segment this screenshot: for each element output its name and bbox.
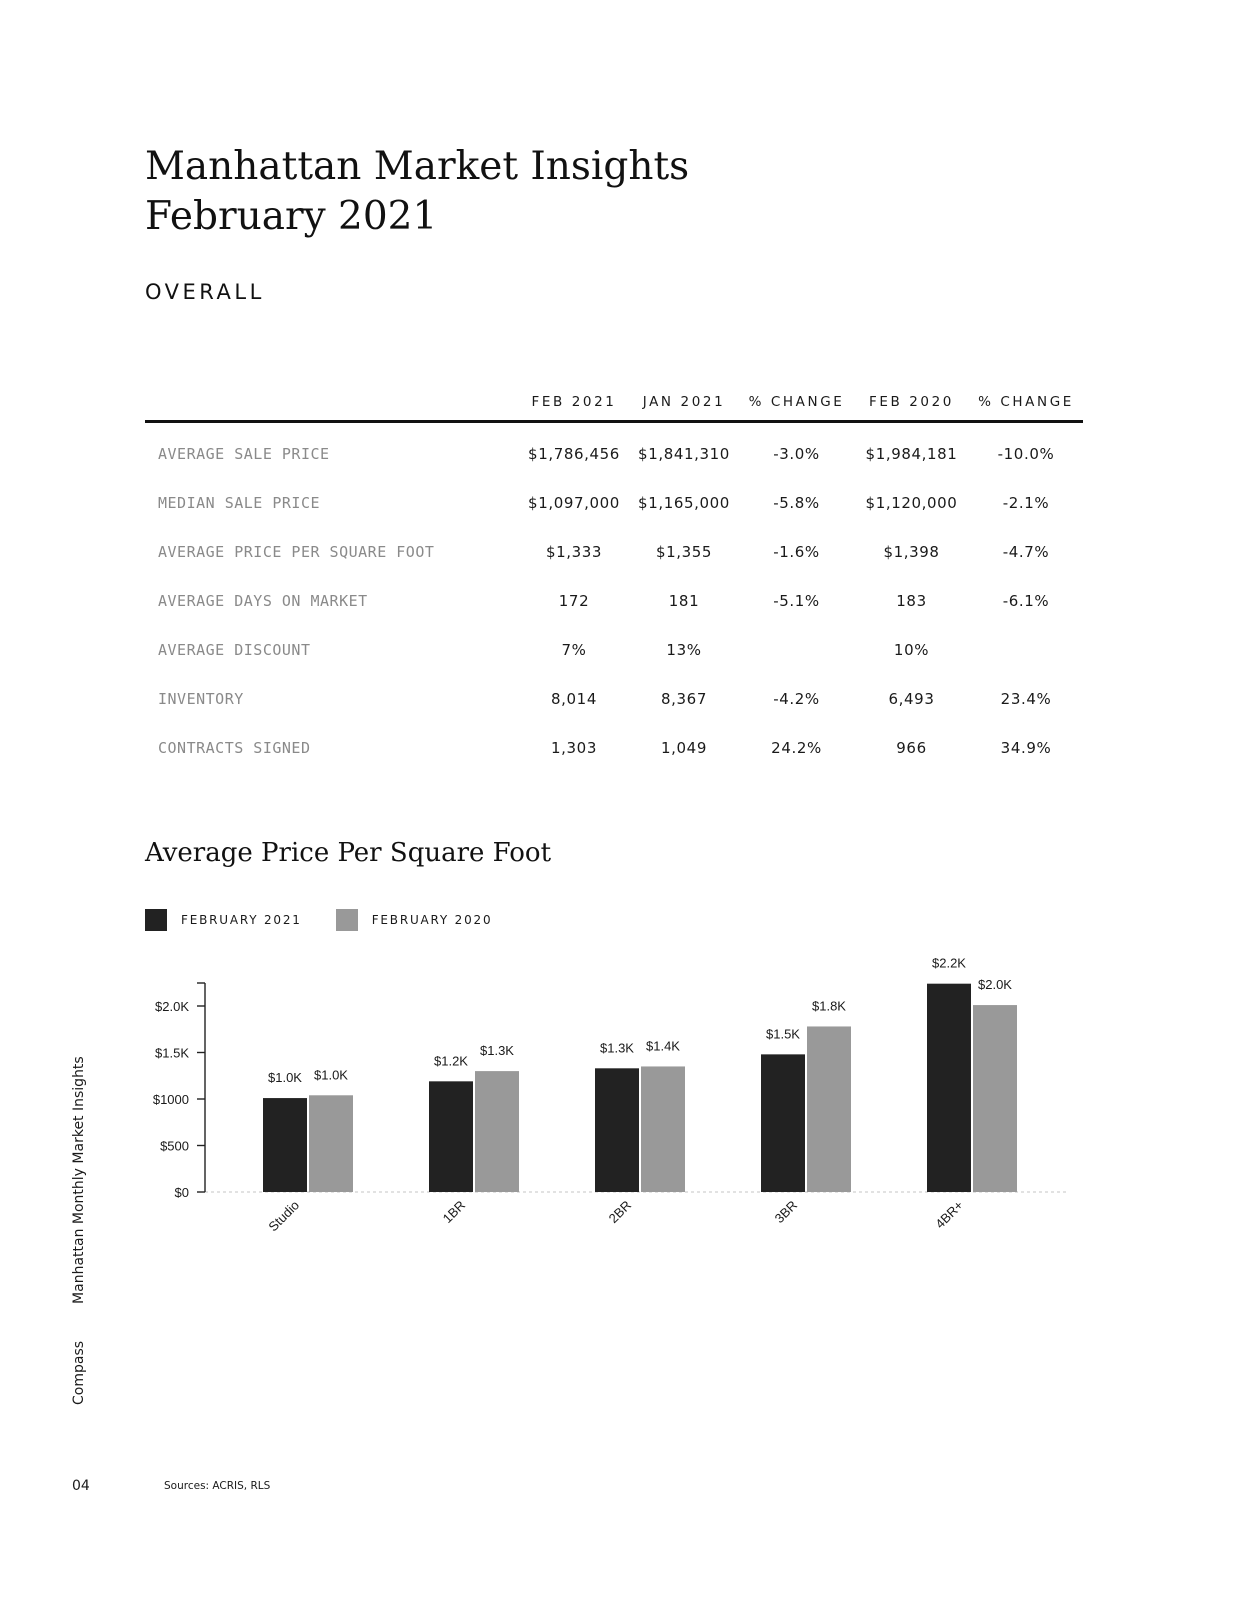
table-cell: $1,398 bbox=[883, 542, 940, 561]
x-tick-label: 2BR bbox=[605, 1197, 635, 1227]
row-label: AVERAGE DAYS ON MARKET bbox=[158, 591, 368, 610]
table-cell: $1,120,000 bbox=[865, 493, 958, 512]
y-tick-label: $0 bbox=[174, 1185, 189, 1200]
x-tick-label: 4BR+ bbox=[932, 1197, 967, 1232]
bar bbox=[263, 1098, 307, 1192]
page-title-line-1: Manhattan Market Insights bbox=[145, 144, 690, 189]
bar-value-label: $1.0K bbox=[314, 1067, 348, 1083]
bar-value-label: $1.3K bbox=[480, 1043, 514, 1059]
row-label: AVERAGE SALE PRICE bbox=[158, 444, 330, 463]
bar bbox=[641, 1066, 685, 1192]
table-cell: 181 bbox=[668, 591, 700, 610]
table-header-feb-2020: FEB 2020 bbox=[854, 384, 969, 422]
bar-value-label: $2.2K bbox=[932, 955, 966, 971]
table-cell: 6,493 bbox=[888, 689, 935, 708]
table-cell: $1,786,456 bbox=[528, 444, 620, 463]
bar-value-label: $1.5K bbox=[766, 1026, 800, 1042]
table-cell: 10% bbox=[893, 640, 930, 659]
table-cell: 23.4% bbox=[1000, 689, 1052, 708]
bar-value-label: $1.0K bbox=[268, 1070, 302, 1086]
bar bbox=[309, 1095, 353, 1192]
row-label: AVERAGE DISCOUNT bbox=[158, 640, 311, 659]
table-cell: -4.2% bbox=[773, 689, 820, 708]
table-cell: -5.1% bbox=[773, 591, 820, 610]
y-tick-label: $500 bbox=[160, 1138, 189, 1154]
x-tick-label: 3BR bbox=[771, 1197, 801, 1227]
row-label: INVENTORY bbox=[158, 689, 244, 708]
row-label: CONTRACTS SIGNED bbox=[158, 738, 311, 757]
publication-name: Manhattan Monthly Market Insights bbox=[71, 1056, 87, 1304]
bar-value-label: $1.8K bbox=[812, 998, 846, 1014]
row-label: AVERAGE PRICE PER SQUARE FOOT bbox=[158, 542, 435, 561]
row-label: MEDIAN SALE PRICE bbox=[158, 493, 321, 512]
legend-label-feb-2021: FEBRUARY 2021 bbox=[181, 913, 302, 927]
bar-value-label: $1.3K bbox=[600, 1040, 634, 1056]
table-cell: 183 bbox=[896, 591, 927, 610]
bar bbox=[475, 1071, 519, 1192]
table-cell: 1,303 bbox=[551, 738, 597, 757]
legend-label-feb-2020: FEBRUARY 2020 bbox=[371, 913, 493, 927]
table-header-feb-2021: FEB 2021 bbox=[519, 384, 629, 422]
table-cell: -4.7% bbox=[1002, 542, 1050, 561]
y-tick-label: $1000 bbox=[152, 1092, 189, 1107]
table-cell: 8,014 bbox=[551, 689, 597, 708]
table-cell: $1,097,000 bbox=[528, 493, 620, 512]
bar bbox=[927, 984, 971, 1192]
bar-value-label: $1.2K bbox=[434, 1053, 468, 1069]
section-heading: OVERALL bbox=[145, 280, 265, 304]
table-header-change-year: % CHANGE bbox=[969, 384, 1083, 422]
table-cell: $1,333 bbox=[545, 542, 603, 561]
vertical-footer-text bbox=[71, 1056, 87, 1405]
sources-note: Sources: ACRIS, RLS bbox=[164, 1480, 271, 1492]
x-tick-label: Studio bbox=[265, 1197, 303, 1235]
table-cell: -6.1% bbox=[1002, 591, 1050, 610]
table-cell: 7% bbox=[561, 640, 587, 659]
table-cell: $1,841,310 bbox=[638, 444, 730, 463]
y-tick-label: $2.0K bbox=[155, 999, 189, 1014]
table-cell: 966 bbox=[896, 738, 927, 757]
table-cell: -1.6% bbox=[773, 542, 820, 561]
publisher-name: Compass bbox=[71, 1340, 87, 1405]
table-header-jan-2021: JAN 2021 bbox=[629, 384, 739, 422]
table-cell: -5.8% bbox=[773, 493, 820, 512]
table-cell: -10.0% bbox=[997, 444, 1055, 463]
table-cell: 1,049 bbox=[661, 738, 707, 757]
bar bbox=[761, 1054, 805, 1192]
table-cell: $1,165,000 bbox=[638, 493, 730, 512]
bar bbox=[807, 1026, 851, 1192]
page-title-line-2: February 2021 bbox=[145, 194, 438, 239]
y-tick-label: $1.5K bbox=[155, 1045, 189, 1061]
table-cell: -2.1% bbox=[1002, 493, 1050, 512]
x-tick-label: 1BR bbox=[439, 1197, 469, 1227]
chart-title: Average Price Per Square Foot bbox=[145, 838, 552, 868]
table-cell: 13% bbox=[666, 640, 702, 659]
bar-value-label: $2.0K bbox=[978, 977, 1012, 993]
table-cell: 8,367 bbox=[661, 689, 707, 708]
table-cell: 24.2% bbox=[771, 738, 822, 757]
bar bbox=[595, 1068, 639, 1192]
table-cell: 34.9% bbox=[1000, 738, 1052, 757]
bar bbox=[973, 1005, 1017, 1192]
table-cell: $1,355 bbox=[655, 542, 713, 561]
table-cell: 172 bbox=[558, 591, 590, 610]
table-cell: $1,984,181 bbox=[865, 444, 958, 463]
vertical-footer bbox=[71, 1056, 91, 1406]
bar-value-label: $1.4K bbox=[646, 1038, 680, 1054]
table-cell: -3.0% bbox=[773, 444, 820, 463]
page-number: 04 bbox=[72, 1478, 90, 1494]
bar bbox=[429, 1081, 473, 1192]
table-header-change-month: % CHANGE bbox=[739, 384, 854, 422]
